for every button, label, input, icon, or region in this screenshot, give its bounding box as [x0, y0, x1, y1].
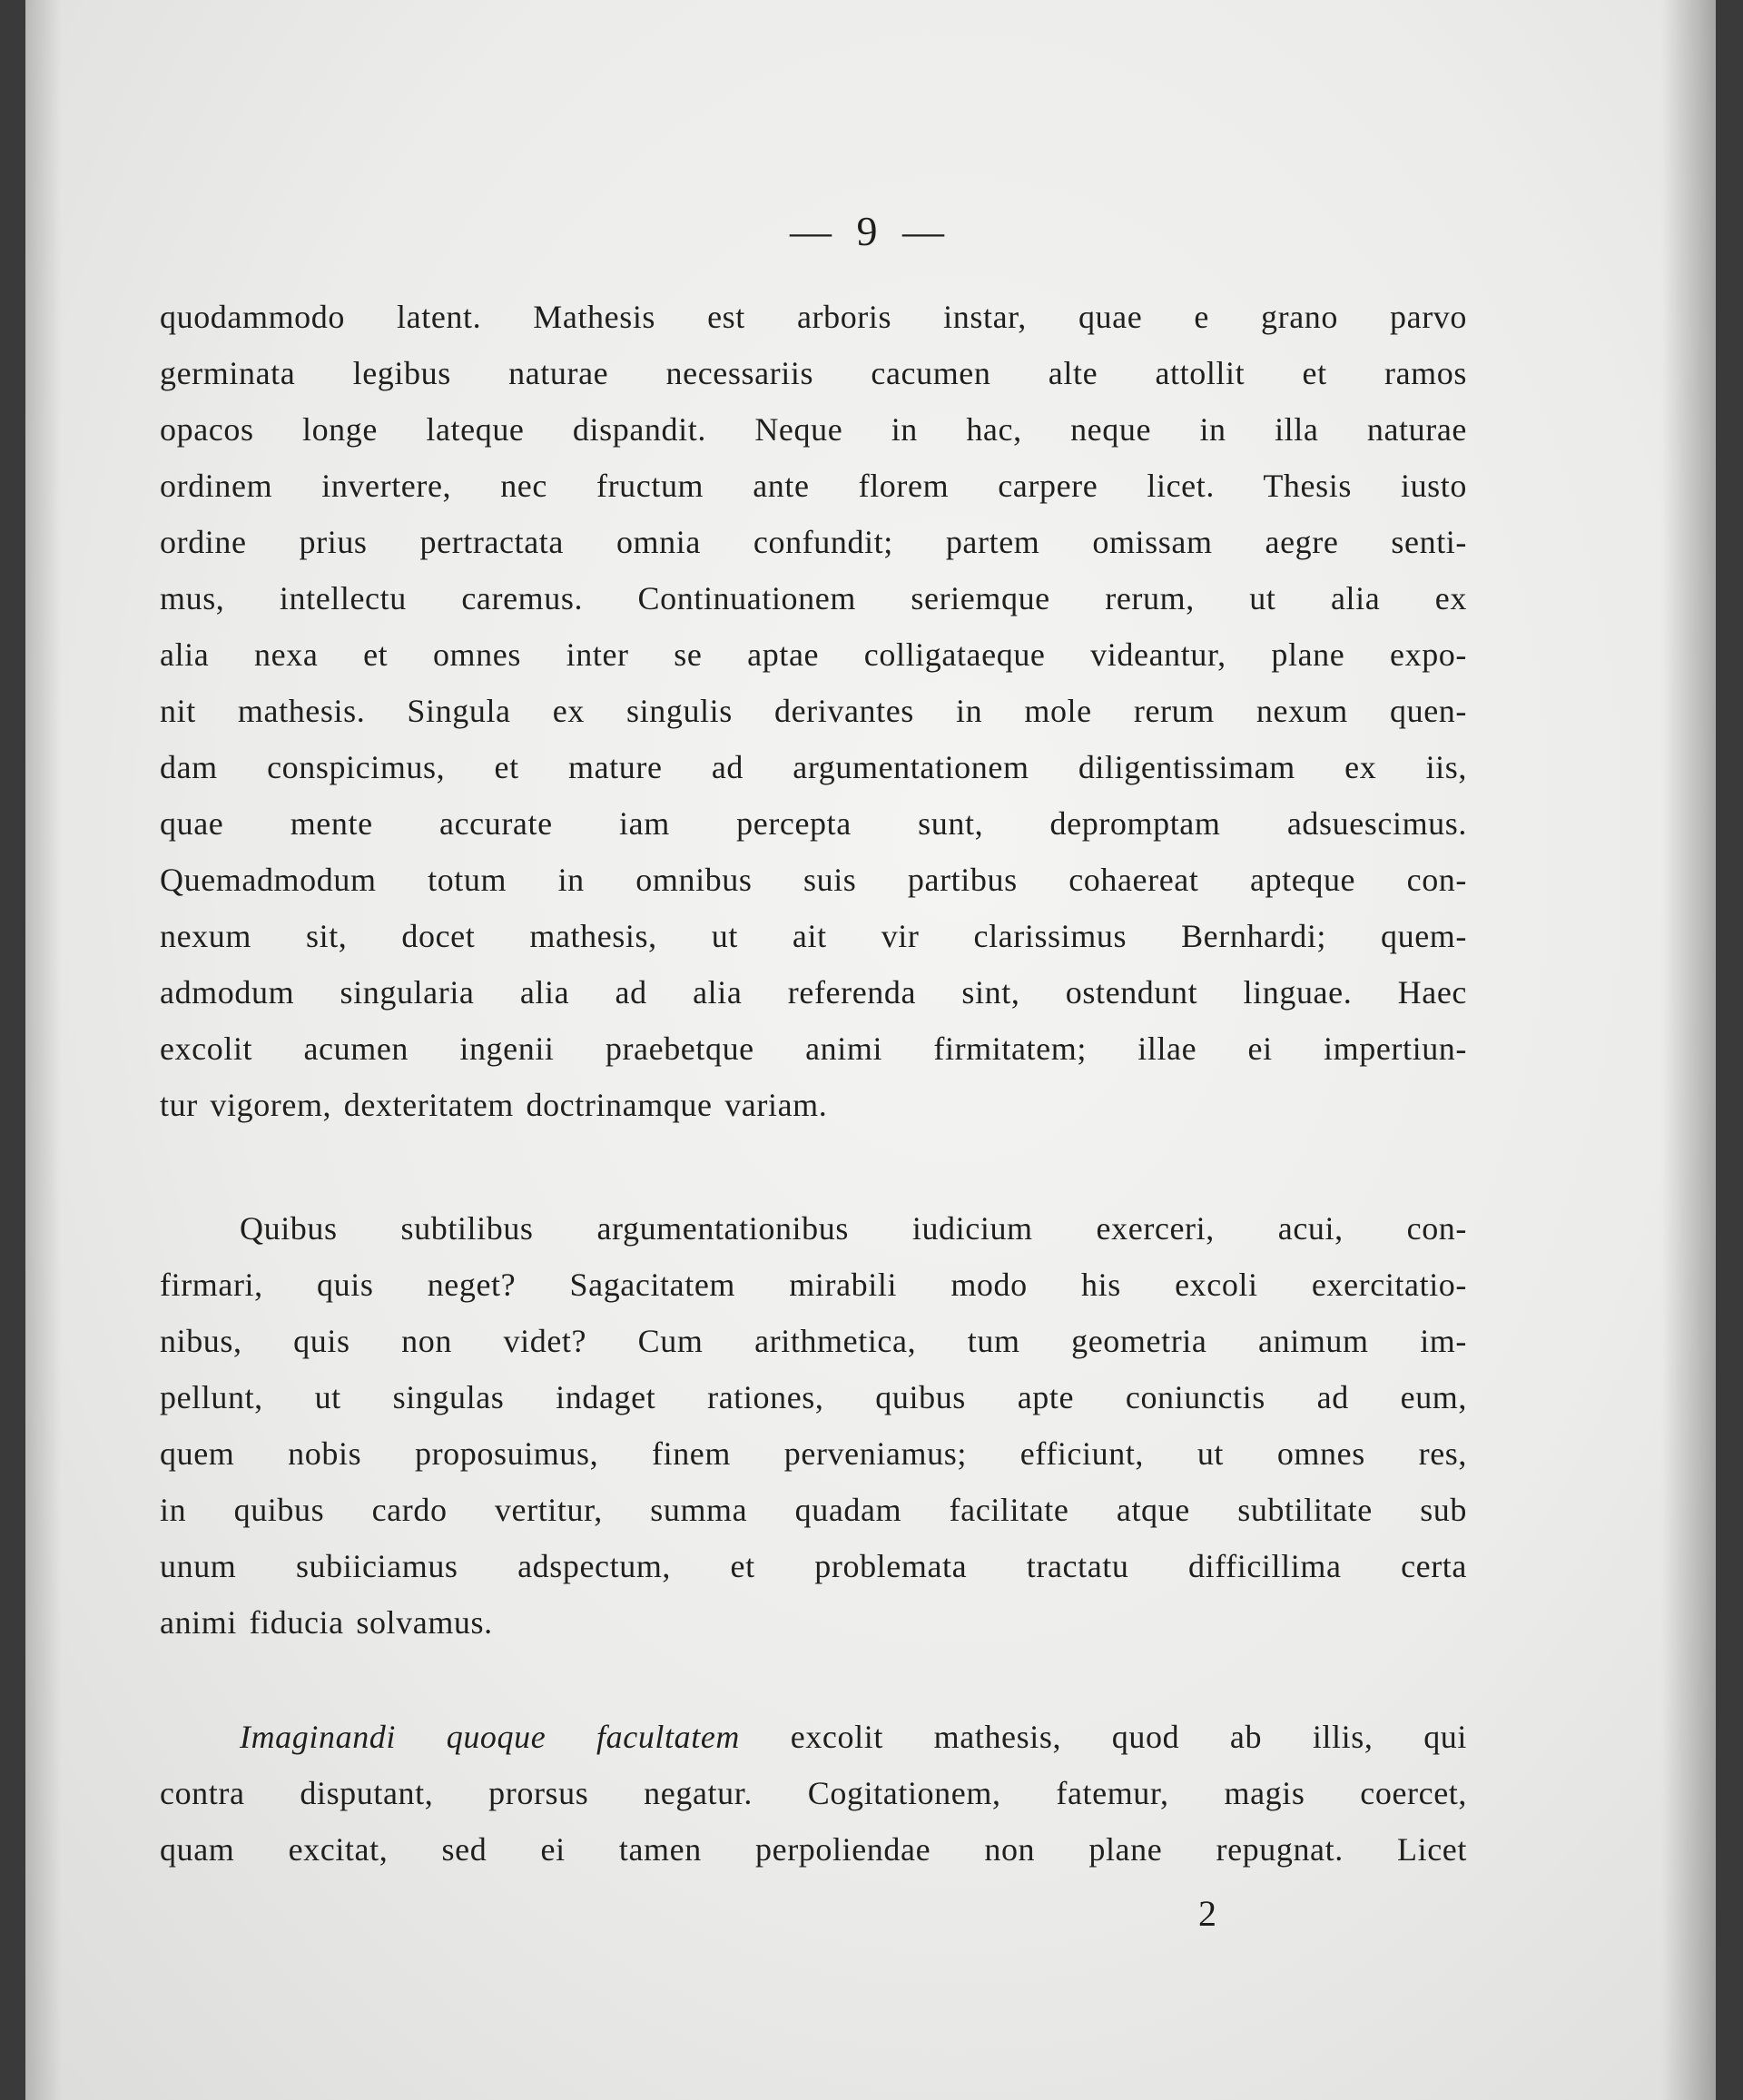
- text-line: germinata legibus naturae necessariis cacumen alte attollit et ramos: [160, 355, 1467, 391]
- text-line: tur vigorem, dexteritatem doctrinamque variam.: [160, 1087, 828, 1123]
- text-line: quodammodo latent. Mathesis est arboris instar, quae e grano parvo: [160, 299, 1467, 335]
- text-line: contra disputant, prorsus negatur. Cogitationem, fatemur, magis coercet,: [160, 1775, 1467, 1811]
- text-line: ordine prius pertractata omnia confundit; partem omissam aegre senti-: [160, 524, 1467, 560]
- paragraph-3: [160, 1709, 1467, 1878]
- text-line: in quibus cardo vertitur, summa quadam facilitate atque subtilitate sub: [160, 1492, 1467, 1528]
- text-line: mus, intellectu caremus. Continuationem seriemque rerum, ut alia ex: [160, 580, 1467, 616]
- text-line: Quemadmodum totum in omnibus suis partibus cohaereat apteque con-: [160, 862, 1467, 898]
- text-line: admodum singularia alia ad alia referenda sint, ostendunt linguae. Haec: [160, 974, 1467, 1011]
- text-line: quam excitat, sed ei tamen perpoliendae non plane repugnat. Licet: [160, 1831, 1467, 1868]
- text-line: ordinem invertere, nec fructum ante florem carpere licet. Thesis iusto: [160, 468, 1467, 504]
- lead-rest: excolit mathesis, quod ab illis, qui: [740, 1719, 1467, 1755]
- gutter-shadow: [1661, 0, 1716, 2100]
- text-line: alia nexa et omnes inter se aptae colligataeque videantur, plane expo-: [160, 636, 1467, 673]
- text-line: opacos longe lateque dispandit. Neque in hac, neque in illa naturae: [160, 411, 1467, 448]
- text-line: excolit acumen ingenii praebetque animi firmitatem; illae ei impertiun-: [160, 1030, 1467, 1067]
- text-line-lead: [160, 1709, 1467, 1765]
- italic-phrase: Imaginandi quoque facultatem: [240, 1719, 741, 1755]
- text-line: nibus, quis non videt? Cum arithmetica, tum geometria animum im-: [160, 1323, 1467, 1359]
- text-line: Quibus subtilibus argumentationibus iudicium exerceri, acui, con-: [240, 1210, 1467, 1247]
- page-edge-shadow: [25, 0, 62, 2100]
- book-page: [25, 0, 1716, 2100]
- text-line: firmari, quis neget? Sagacitatem mirabili modo his excoli exercitatio-: [160, 1267, 1467, 1303]
- signature-mark: 2: [1198, 1893, 1216, 1934]
- text-line: quem nobis proposuimus, finem perveniamus; efficiunt, ut omnes res,: [160, 1435, 1467, 1472]
- text-line: animi fiducia solvamus.: [160, 1604, 493, 1641]
- paragraph-1: [160, 289, 1467, 1133]
- text-line: pellunt, ut singulas indaget rationes, quibus apte coniunctis ad eum,: [160, 1379, 1467, 1415]
- text-line: nit mathesis. Singula ex singulis derivantes in mole rerum nexum quen-: [160, 693, 1467, 729]
- page-number: — 9 —: [790, 208, 951, 254]
- text-line: dam conspicimus, et mature ad argumentationem diligentissimam ex iis,: [160, 749, 1467, 785]
- text-line: nexum sit, docet mathesis, ut ait vir clarissimus Bernhardi; quem-: [160, 918, 1467, 954]
- text-line: unum subiiciamus adspectum, et problemata tractatu difficillima certa: [160, 1548, 1467, 1584]
- text-line: quae mente accurate iam percepta sunt, depromptam adsuescimus.: [160, 805, 1467, 842]
- paragraph-2: [160, 1200, 1467, 1651]
